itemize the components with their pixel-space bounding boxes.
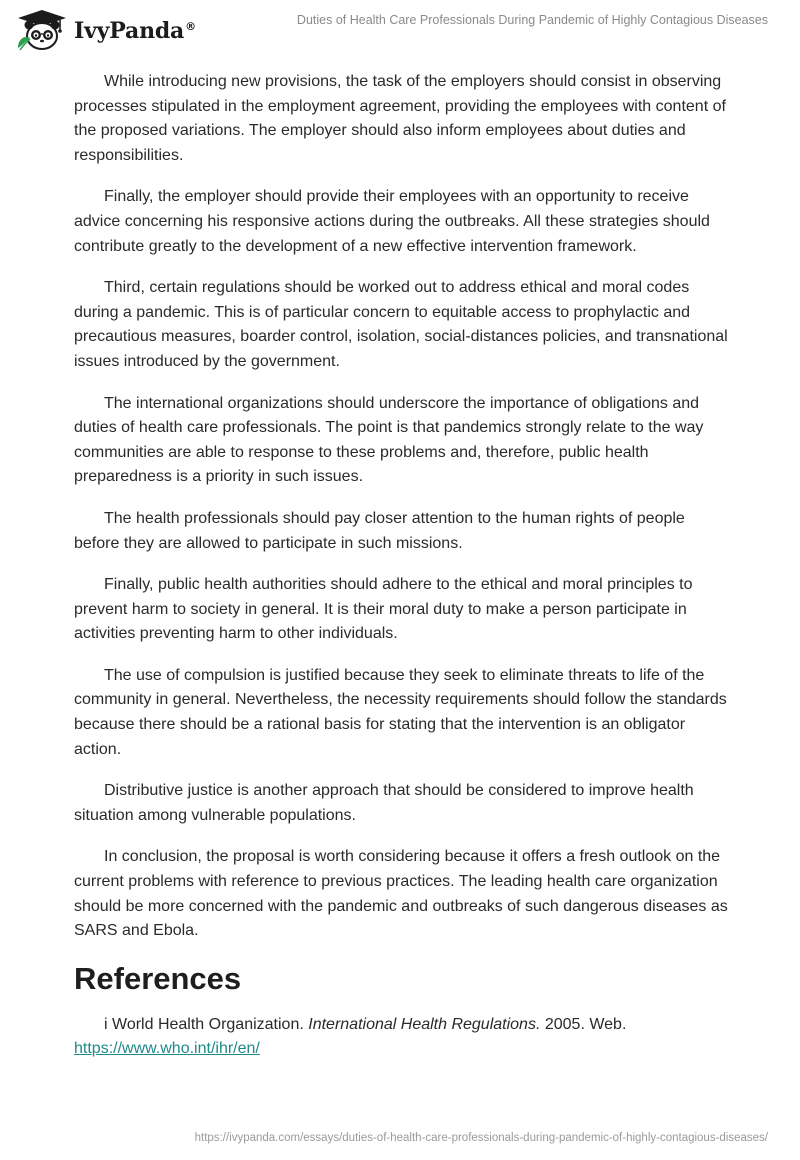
reference-title: International Health Regulations. [308, 1015, 541, 1033]
paragraph: Third, certain regulations should be worked out to address ethical and moral codes during a pandemic. This is of particular concern to equitable access to prophylactic and precautious measures, boarder control, isolation, social-distances policies, and transnational issues introduced by the government. [74, 279, 728, 370]
panda-graduate-icon [14, 8, 70, 54]
reference-author: i World Health Organization. [104, 1015, 309, 1033]
paragraph: In conclusion, the proposal is worth considering because it offers a fresh outlook on the current problems with reference to previous practices. The leading health care organization should be more concerned with the pandemic and outbreaks of such dangerous diseases as SARS and Ebola. [74, 848, 728, 940]
registered-mark: ® [185, 19, 196, 33]
essay-body [74, 70, 734, 1062]
paragraph: The international organizations should underscore the importance of obligations and duties of health care professionals. The point is that pandemics strongly relate to the way communities are able to response to these problems and, therefore, public health preparedness is a priority in such issues. [74, 394, 704, 486]
reference-details: 2005. Web. [540, 1015, 627, 1033]
paragraph: Distributive justice is another approach that should be considered to improve health situation among vulnerable populations. [74, 782, 694, 824]
paragraph: The health professionals should pay closer attention to the human rights of people before they are allowed to participate in such missions. [74, 509, 685, 552]
page-header [0, 0, 800, 60]
references-heading: References [74, 960, 242, 996]
brand-name: IvyPanda® [74, 18, 196, 44]
paragraph: The use of compulsion is justified because they seek to eliminate threats to life of the community in general. Nevertheless, the necessity requirements should follow the standards because there should be a rational basis for stating that the intervention is an obligator action. [74, 666, 727, 758]
paragraph: While introducing new provisions, the task of the employers should consist in observing processes stipulated in the employment agreement, providing the employees with content of the proposed variations. The employer should also inform employees about duties and responsibilities. [74, 73, 726, 164]
document-title: Duties of Health Care Professionals During Pandemic of Highly Contagious Diseases [296, 13, 768, 27]
paragraph: Finally, public health authorities should adhere to the ethical and moral principles to prevent harm to society in general. It is their moral duty to make a person participate in activities preventing harm to other individuals. [74, 576, 693, 643]
footer-source-url: https://ivypanda.com/essays/duties-of-health-care-professionals-during-pandemic-of-highly-contagious-diseases/ [194, 1132, 768, 1144]
reference-entry [74, 1013, 734, 1062]
paragraph: Finally, the employer should provide their employees with an opportunity to receive advice concerning his responsive actions during the outbreaks. All these strategies should contribute greatly to the development of a new effective intervention framework. [74, 188, 710, 255]
ivypanda-logo[interactable] [14, 8, 196, 54]
reference-link[interactable]: https://www.who.int/ihr/en/ [74, 1040, 260, 1058]
